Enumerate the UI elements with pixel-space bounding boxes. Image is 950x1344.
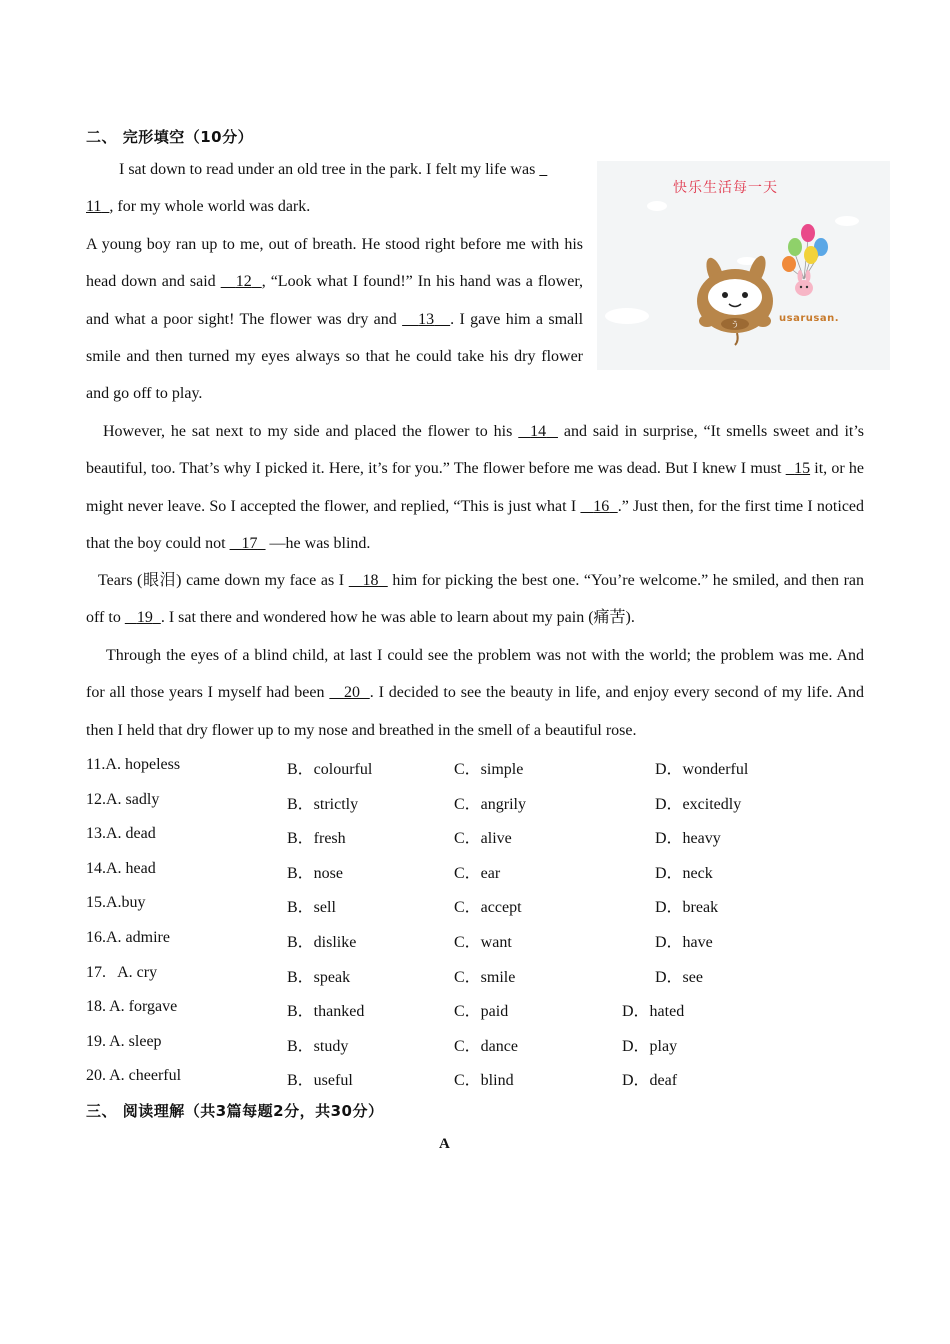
blank-18: 18 — [362, 572, 379, 589]
option-a: 20. A. cheerful — [86, 1067, 182, 1085]
option-b: B．nose — [287, 864, 344, 882]
option-b: B．fresh — [287, 830, 346, 848]
passage-text: , for my whole world was dark. — [109, 198, 311, 216]
option-row-17 — [86, 960, 886, 995]
option-d: D．deaf — [622, 1072, 678, 1090]
option-d: D．neck — [655, 864, 713, 882]
blank-12: 12 — [235, 273, 252, 291]
option-c: C．want — [454, 933, 512, 951]
option-a: 16.A. admire — [86, 928, 170, 946]
blank-11-number: 11 — [86, 198, 102, 216]
option-c: C．smile — [454, 968, 516, 986]
passage-text: . I gave him a small smile and then turned my eyes always so that he could take his dry flower and go off to play. — [86, 310, 584, 403]
blank-14: 14 — [530, 423, 547, 440]
passage-text: —he was blind. — [269, 534, 371, 552]
passage-text: it, or he might never leave. So I accepted the flower, and replied, “This is just what I — [86, 460, 865, 515]
option-d: D．excitedly — [655, 795, 742, 813]
svg-text:う: う — [731, 320, 739, 329]
option-b: B．useful — [287, 1072, 353, 1090]
blank-15: 15 — [794, 460, 811, 478]
passage-text: Tears (眼泪) came down my face as I — [98, 572, 345, 589]
option-c: C．angrily — [454, 795, 526, 813]
option-a: 11.A. hopeless — [86, 756, 181, 773]
option-c: C．accept — [454, 899, 522, 917]
blank-11 — [539, 161, 547, 178]
option-b: B．sell — [287, 899, 336, 917]
passage-paragraph-4 — [86, 562, 864, 637]
option-d: D．play — [622, 1037, 678, 1055]
passage-paragraph-5 — [86, 637, 864, 749]
option-c: C．alive — [454, 830, 512, 848]
option-row-15 — [86, 890, 886, 925]
passage-text: I sat down to read under an old tree in the park. I felt my life was — [119, 161, 536, 178]
reading-section-title: 三、 阅读理解（共3篇每题2分，共30分） — [86, 1102, 384, 1120]
option-row-12 — [86, 787, 886, 822]
option-a: 12.A. sadly — [86, 790, 160, 808]
cartoon-illustration — [597, 161, 890, 370]
passage-text: . I decided to see the beauty in life, and enjoy every second of my life. And then I held that dry flower up to my nose and breathed in the smell of a beautiful rose. — [86, 684, 865, 739]
option-b: B．speak — [287, 968, 351, 986]
answer-options — [86, 752, 886, 1098]
blank-20: 20 — [343, 684, 360, 702]
passage-text: . I sat there and wondered how he was able to learn about my pain (痛苦). — [160, 609, 635, 627]
option-d: D．wonderful — [655, 761, 749, 778]
option-row-13 — [86, 821, 886, 856]
passage-paragraph-3 — [86, 413, 864, 562]
option-row-14 — [86, 856, 886, 891]
option-row-20 — [86, 1063, 886, 1098]
passage-paragraph-2 — [86, 226, 583, 412]
option-d: D．have — [655, 933, 713, 951]
blank-13: 13 — [418, 310, 435, 328]
option-b: B．study — [287, 1037, 349, 1055]
option-a: 14.A. head — [86, 859, 156, 877]
option-a: 17. A. cry — [86, 963, 158, 981]
option-c: C．dance — [454, 1037, 518, 1055]
option-c: C．simple — [454, 761, 524, 778]
passage-text: , “Look what I found!” In his hand was a flower, and what a poor sight! The flower was dry and — [86, 273, 584, 328]
passage-paragraph-1 — [86, 151, 583, 226]
option-d: D．heavy — [655, 830, 721, 848]
option-b: B．thanked — [287, 1003, 365, 1021]
option-d: D．hated — [622, 1003, 685, 1021]
passage-text: A young boy ran up to me, out of breath. He stood right before me with his head down and said — [86, 236, 583, 291]
option-c: C．paid — [454, 1003, 509, 1021]
figure-brand-logo: usarusan. — [779, 313, 839, 324]
option-row-18 — [86, 994, 886, 1029]
option-a: 13.A. dead — [86, 825, 156, 843]
blank-19: 19 — [136, 609, 153, 627]
cloze-section-title: 二、 完形填空（10分） — [86, 128, 254, 146]
option-d: D．break — [655, 899, 719, 917]
option-row-16 — [86, 925, 886, 960]
passage-text: However, he sat next to my side and placed the flower to his — [103, 423, 513, 440]
option-row-11 — [86, 752, 886, 787]
blank-16: 16 — [593, 497, 610, 515]
option-row-19 — [86, 1029, 886, 1064]
option-b: B．dislike — [287, 933, 357, 951]
option-a: 15.A.buy — [86, 894, 146, 912]
option-b: B．colourful — [287, 761, 373, 778]
option-d: D．see — [655, 968, 703, 986]
option-a: 19. A. sleep — [86, 1032, 162, 1050]
blank-17: 17 — [241, 534, 258, 552]
option-b: B．strictly — [287, 795, 359, 813]
option-a: 18. A. forgave — [86, 998, 178, 1016]
passage-text: and said in surprise, “It smells sweet and it’s beautiful, too. That’s why I picked it. Here, it’s for you.” The flower before me was dead. But I knew I must — [86, 423, 865, 478]
option-c: C．ear — [454, 864, 501, 882]
passage-text: .” Just then, for the first time I noticed that the boy could not — [86, 497, 865, 552]
option-c: C．blind — [454, 1072, 514, 1090]
passage-text: him for picking the best one. “You’re welcome.” he smiled, and then ran off to — [86, 572, 865, 627]
passage-text: Through the eyes of a blind child, at last I could see the problem was not with the world; the problem was me. And for all those years I myself had been — [86, 647, 864, 702]
figure-caption: 快乐生活每一天 — [673, 180, 778, 196]
reading-passage-label: A — [439, 1136, 450, 1152]
